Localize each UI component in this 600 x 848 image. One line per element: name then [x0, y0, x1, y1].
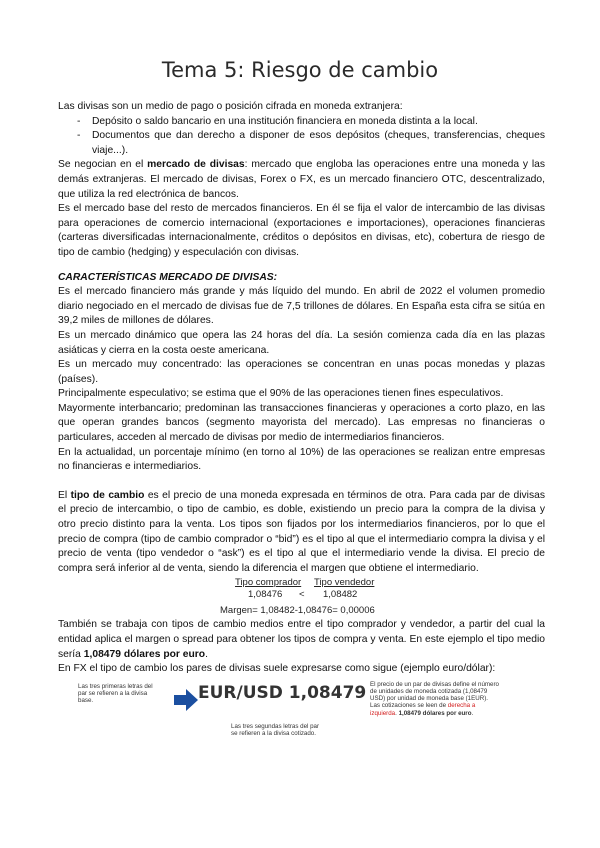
rate-example-table	[58, 576, 545, 618]
margin-formula: Margen= 1,08482-1,08476= 0,00006	[220, 605, 375, 617]
pair-price-note: El precio de un par de divisas define el número de unidades de moneda cotizada (1,08479 USD) por unidad de moneda base (1EUR). Las cotizaciones se leen de derecha a izquierda. 1,08479 dólares por euro.	[370, 680, 499, 717]
exchange-rate-paragraph: El tipo de cambio es el precio de una moneda expresada en términos de otra. Para cada par de divisas el precio de intercambio, o tipo de cambio, es doble, existiendo un precio para la compra de la divisa y otro precio distinto para la venta. Los tipos son fijados por los intermediarios financieros, por lo que el precio de compra (tipo de cambio comprador o “bid”) es el tipo al que el intermediario compra la divisa y el precio de venta (tipo vendedor o “ask”) es el tipo al que el intermediario vende la divisa. El precio de compra será inferior al de venta, siendo la diferencia el margen que obtiene el intermediario.	[58, 489, 545, 574]
characteristic-paragraph: Es un mercado dinámico que opera las 24 horas del día. La sesión comienza cada día en las plazas asiáticas y cierra en la costa oeste americana.	[58, 329, 545, 356]
characteristic-paragraph: Mayormente interbancario; predominan las transacciones financieras y operaciones a corto plazo, en las que operan grandes bancos (segmento mayorista del mercado). Las empresas no financieras o particulares, acceden al mercado de divisas por medio de intermediarios financieros.	[58, 402, 545, 444]
reading-direction-highlight: derecha a izquierda	[370, 702, 476, 717]
buyer-rate-value: 1,08476	[248, 589, 283, 601]
quote-currency-note: Las tres segundas letras del par se refieren a la divisa cotizado.	[231, 722, 320, 737]
buyer-rate-header: Tipo comprador	[235, 577, 302, 589]
intro-paragraph: Las divisas son un medio de pago o posición cifrada en moneda extranjera:	[58, 101, 403, 112]
market-paragraph: Se negocian en el mercado de divisas: mercado que engloba las operaciones entre una moneda y las demás extranjeras. El mercado de divisas, Forex o FX, es un mercado financiero OTC, descentralizado, que utiliza la red electrónica de bancos.	[58, 159, 546, 200]
seller-rate-value: 1,08482	[323, 589, 358, 601]
fx-pair-figure	[58, 679, 545, 745]
bullet-item: - Depósito o saldo bancario en una institución financiera en moneda distinta a la local.	[58, 115, 545, 130]
average-rate-paragraph: También se trabaja con tipos de cambio medios entre el tipo comprador y vendedor, a partir del cual la entidad aplica el margen o spread para obtener los tipos de compra y venta. En este ejemplo el tipo medio sería 1,08479 dólares por euro.	[58, 619, 545, 660]
less-than-symbol: <	[299, 589, 305, 601]
characteristic-paragraph: En la actualidad, un porcentaje mínimo (en torno al 10%) de las operaciones se realizan entre empresas no financieras e intermediarios.	[58, 446, 545, 473]
spacer	[58, 475, 545, 489]
average-rate-value: 1,08479 dólares por euro	[83, 648, 206, 660]
market-base-paragraph: Es el mercado base del resto de mercados financieros. En él se fija el valor de intercambio de las divisas para operaciones de comercio internacional (exportaciones e importaciones), operaciones financieras (carteras diversificadas internacionalmente, créditos o depósitos en divisas, etc), cobertura de riesgo de tipo de cambio (hedging) y especulación con divisas.	[58, 203, 545, 258]
base-currency-note: Las tres primeras letras del par se refieren a la divisa base.	[78, 682, 153, 705]
intro-bullet-list	[58, 115, 545, 159]
document-body	[58, 100, 545, 745]
currency-pair-quote: EUR/USD 1,08479	[198, 682, 367, 703]
right-arrow-icon	[174, 689, 198, 711]
characteristic-paragraph: Es el mercado financiero más grande y más líquido del mundo. En abril de 2022 el volumen promedio diario negociado en el mercado de divisas fue de 7,5 trillones de dólares. En España esta cifra se sitúa en 39,2 miles de millones de dólares.	[58, 286, 545, 327]
bullet-item: - Documentos que dan derecho a disponer de esos depósitos (cheques, transferencias, cheques viaje...).	[58, 129, 545, 158]
page-title: Tema 5: Riesgo de cambio	[161, 58, 439, 82]
fx-notation-paragraph: En FX el tipo de cambio los pares de divisas suele expresarse como sigue (ejemplo euro/dólar):	[58, 663, 496, 675]
market-term: mercado de divisas	[147, 159, 245, 171]
exchange-rate-term: tipo de cambio	[70, 489, 145, 501]
characteristic-paragraph: Es un mercado muy concentrado: las operaciones se concentran en unas pocas monedas y plazas (países).	[58, 359, 545, 385]
characteristics-heading: CARACTERÍSTICAS MERCADO DE DIVISAS:	[58, 271, 278, 283]
characteristic-paragraph: Principalmente especulativo; se estima que el 90% de las operaciones tienen fines especulativos.	[58, 388, 504, 400]
seller-rate-header: Tipo vendedor	[314, 577, 375, 589]
